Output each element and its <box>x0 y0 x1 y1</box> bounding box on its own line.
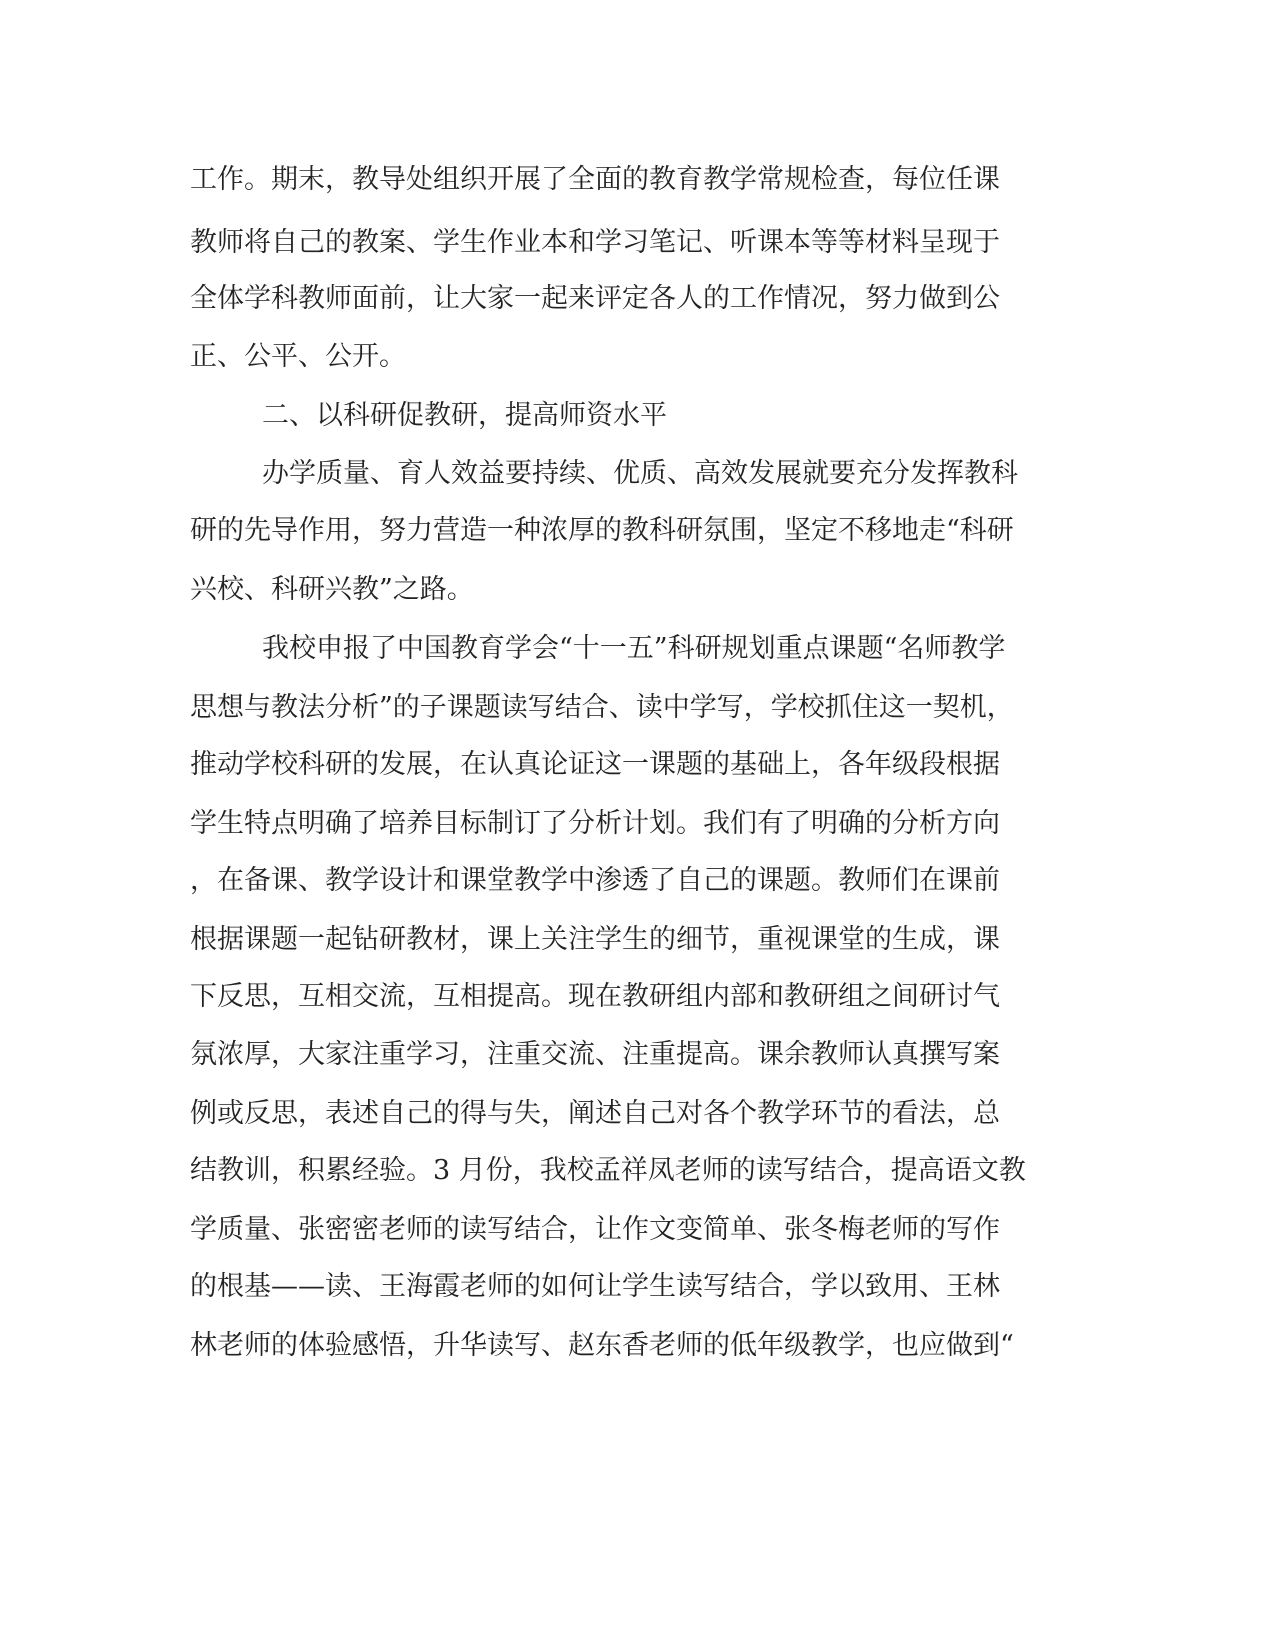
paragraph-line: 思想与教法分析”的子课题读写结合、读中学写，学校抓住这一契机， <box>190 692 1014 723</box>
paragraph-line: 工作。期末，教导处组织开展了全面的教育教学常规检查，每位任课 <box>190 164 1000 195</box>
paragraph-line: ，在备课、教学设计和课堂教学中渗透了自己的课题。教师们在课前 <box>190 865 1000 896</box>
paragraph-line: 结教训，积累经验。3 月份，我校孟祥凤老师的读写结合，提高语文教 <box>190 1155 1026 1186</box>
paragraph-line: 研的先导作用，努力营造一种浓厚的教科研氛围，坚定不移地走“科研 <box>190 515 1014 546</box>
paragraph-line: 兴校、科研兴教”之路。 <box>190 574 474 605</box>
paragraph-line: 正、公平、公开。 <box>190 341 406 372</box>
paragraph-line: 下反思，互相交流，互相提高。现在教研组内部和教研组之间研讨气 <box>190 981 1000 1012</box>
section-heading: 二、以科研促教研，提高师资水平 <box>262 400 667 431</box>
paragraph-line: 根据课题一起钻研教材，课上关注学生的细节，重视课堂的生成，课 <box>190 924 1000 955</box>
paragraph-line: 教师将自己的教案、学生作业本和学习笔记、听课本等等材料呈现于 <box>190 227 1000 258</box>
paragraph-line: 的根基——读、王海霞老师的如何让学生读写结合，学以致用、王林 <box>190 1271 1000 1302</box>
paragraph-line: 氛浓厚，大家注重学习，注重交流、注重提高。课余教师认真撰写案 <box>190 1039 1000 1070</box>
paragraph-line: 办学质量、育人效益要持续、优质、高效发展就要充分发挥教科 <box>262 458 1018 489</box>
paragraph-line: 林老师的体验感悟，升华读写、赵东香老师的低年级教学，也应做到“ <box>190 1330 1014 1361</box>
paragraph-line: 学生特点明确了培养目标制订了分析计划。我们有了明确的分析方向 <box>190 808 1000 839</box>
paragraph-line: 我校申报了中国教育学会“十一五”科研规划重点课题“名师教学 <box>262 633 1006 664</box>
paragraph-line: 推动学校科研的发展，在认真论证这一课题的基础上，各年级段根据 <box>190 749 1000 780</box>
paragraph-line: 全体学科教师面前，让大家一起来评定各人的工作情况，努力做到公 <box>190 283 1000 314</box>
paragraph-line: 学质量、张密密老师的读写结合，让作文变简单、张冬梅老师的写作 <box>190 1214 1000 1245</box>
paragraph-line: 例或反思，表述自己的得与失，阐述自己对各个教学环节的看法，总 <box>190 1098 1000 1129</box>
